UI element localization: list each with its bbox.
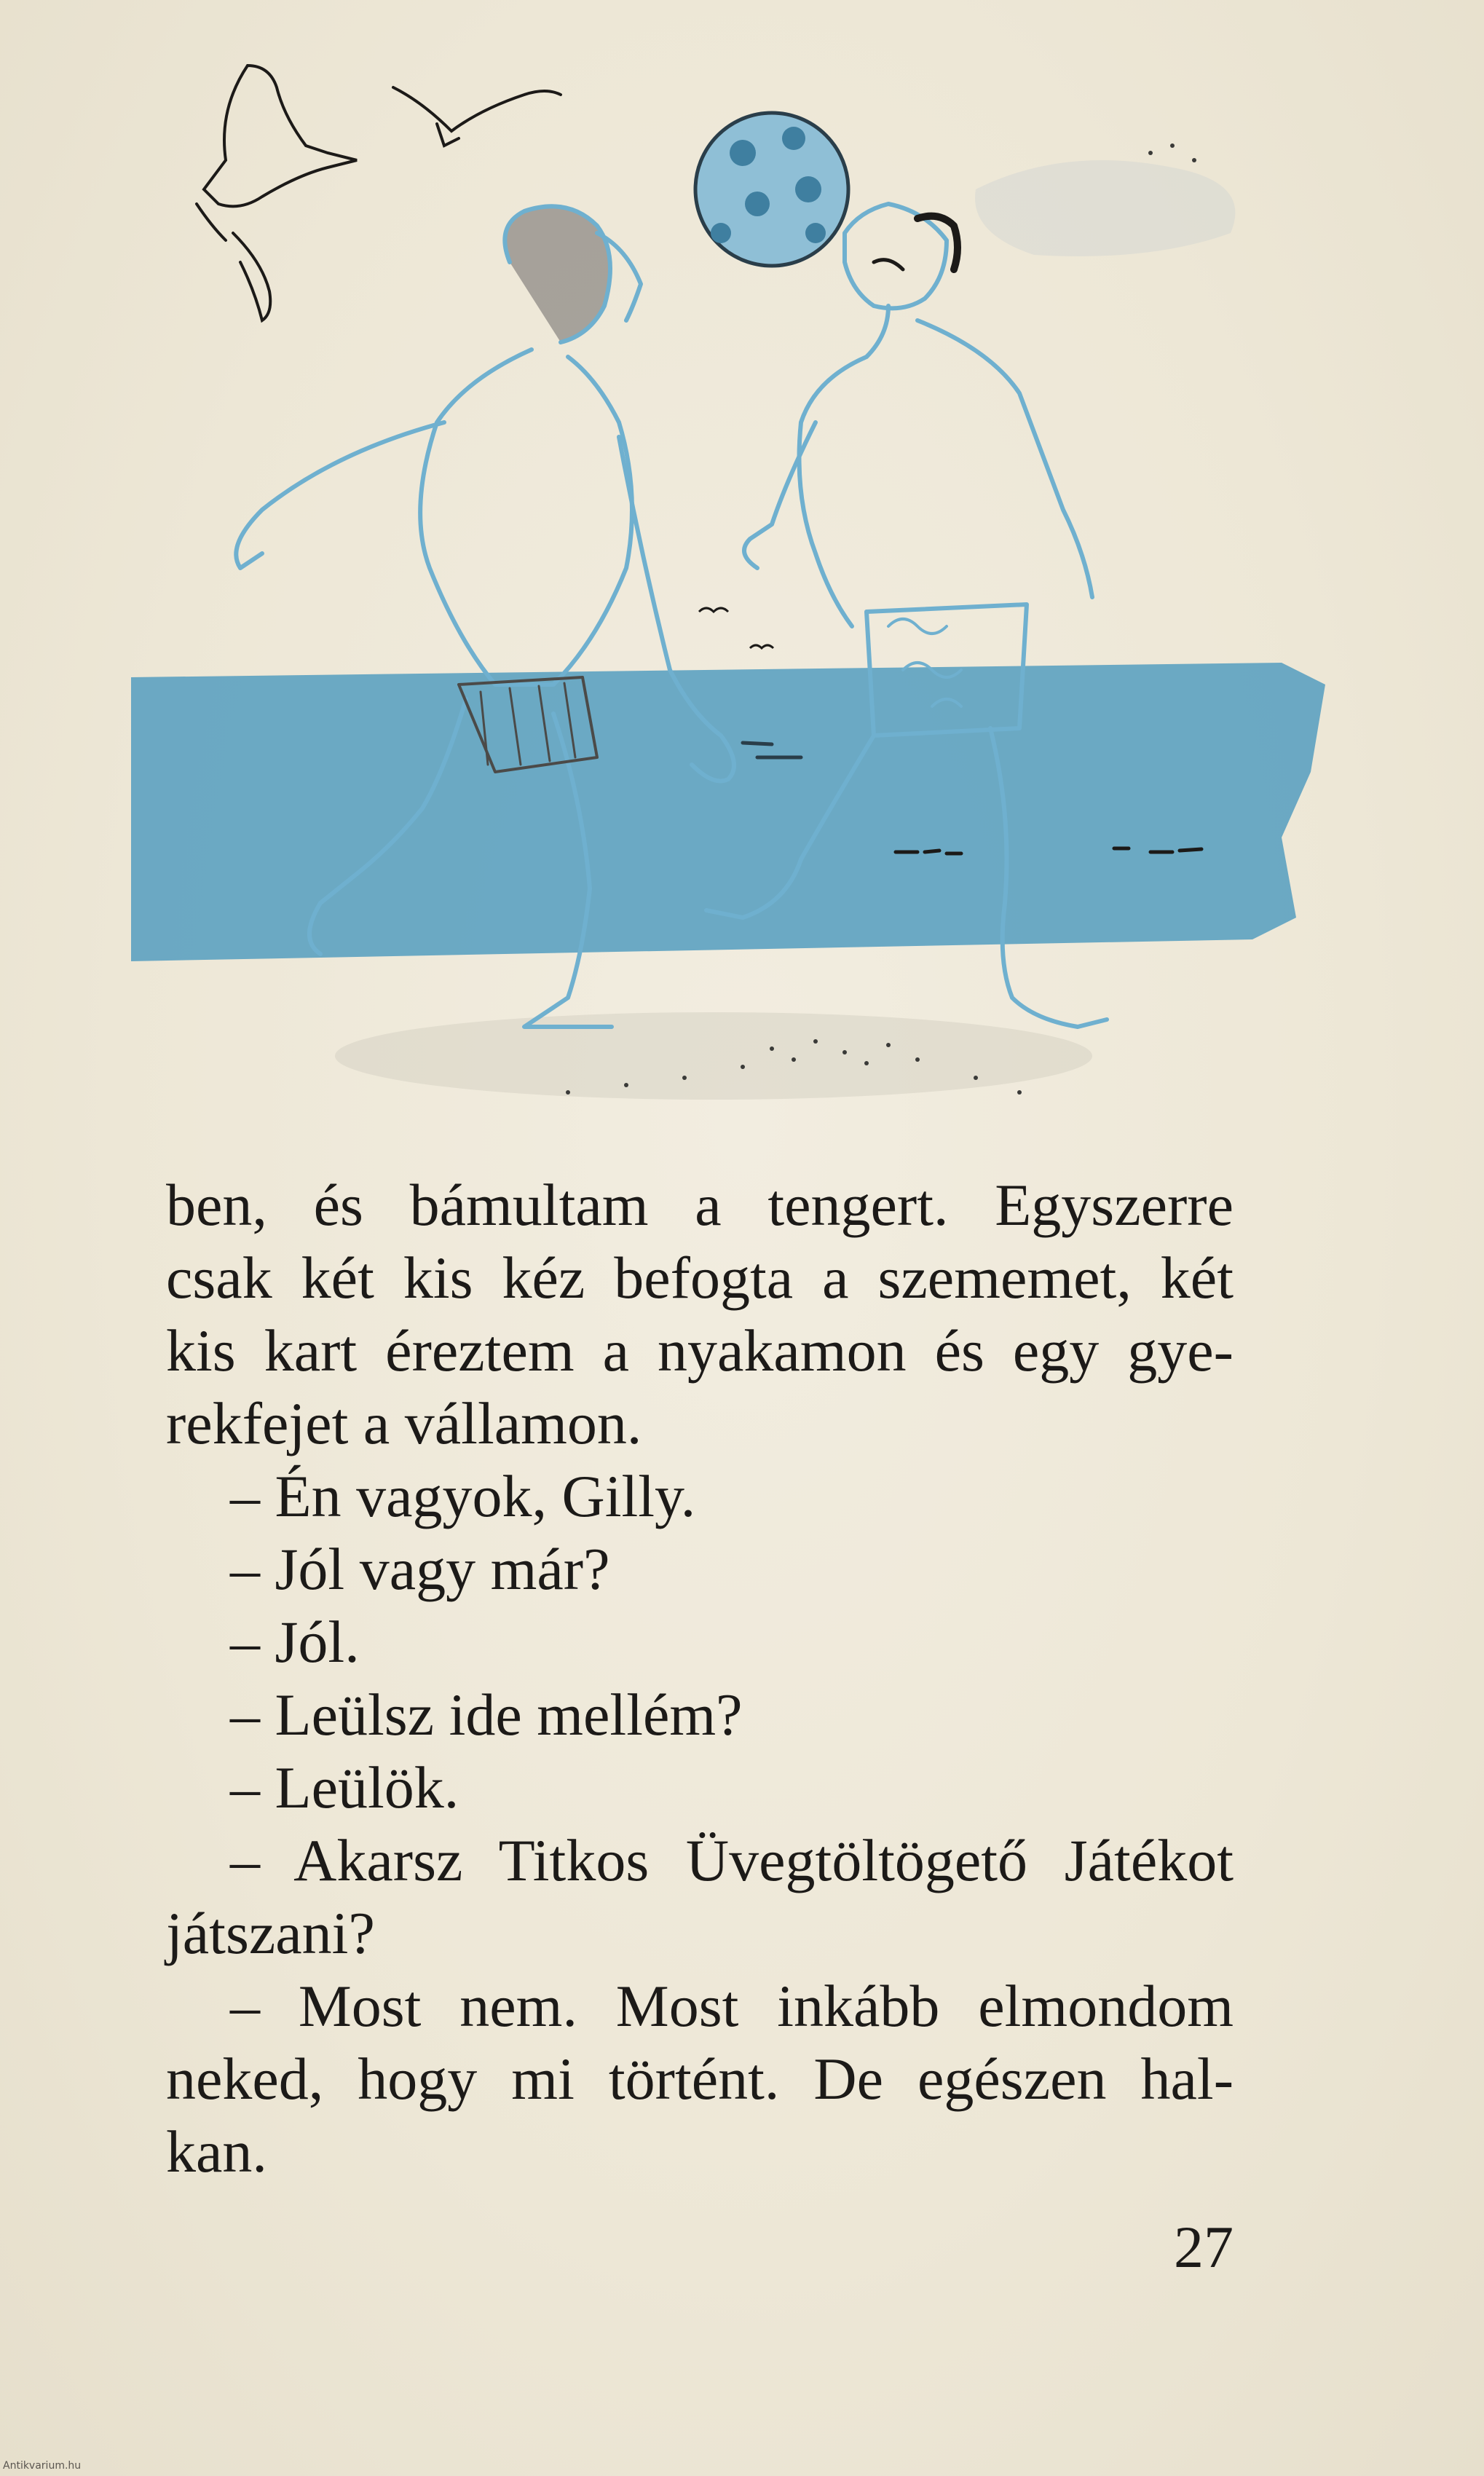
dialogue-line: – Jól vagy már? xyxy=(230,1536,610,1602)
dialogue-line: – Én vagyok, Gilly. xyxy=(230,1463,696,1529)
text-line: neked, hogy mi történt. De egészen hal- xyxy=(166,2046,1234,2112)
sky-wash xyxy=(975,160,1235,256)
text-line: csak két kis kéz befogta a szememet, két xyxy=(166,1245,1234,1311)
body-text xyxy=(166,1169,1234,2188)
watermark: Antikvarium.hu xyxy=(3,2460,82,2472)
dialogue-line: – Most nem. Most inkább elmondom xyxy=(230,1973,1234,2039)
sand-shadow xyxy=(335,1012,1092,1100)
seagull-small xyxy=(393,87,561,146)
beach-ball-illustration xyxy=(117,44,1369,1121)
text-line: kis kart éreztem a nyakamon és egy gye- xyxy=(166,1317,1234,1384)
dialogue-line: – Leülsz ide mellém? xyxy=(230,1681,743,1748)
text-line: ben, és bámultam a tengert. Egyszerre xyxy=(166,1172,1234,1238)
text-line: rekfejet a vállamon. xyxy=(166,1390,642,1456)
page-number: 27 xyxy=(1174,2214,1234,2280)
sand-specks xyxy=(566,143,1196,1095)
distant-birds xyxy=(699,608,773,648)
text-line: játszani? xyxy=(166,1900,375,1966)
seagull-large xyxy=(197,66,357,320)
text-line: kan. xyxy=(166,2118,267,2185)
dialogue-line: – Akarsz Titkos Üvegtöltögető Játékot xyxy=(230,1827,1234,1893)
dialogue-line: – Jól. xyxy=(230,1609,360,1675)
dialogue-line: – Leülök. xyxy=(230,1754,459,1821)
ball xyxy=(695,113,848,266)
